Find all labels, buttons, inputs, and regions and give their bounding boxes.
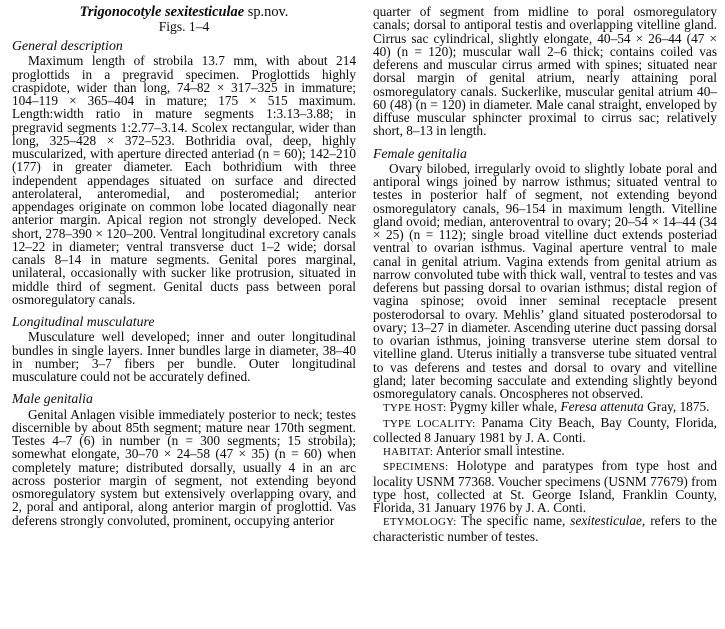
section-male-heading: Male genitalia [12, 391, 93, 407]
section-general-body: Maximum length of strobila 13.7 mm, with about 214 proglottids in a pregravid specimen. Proglottids highly craspidote, wider than long, 74–82 × 317–325 in immature; 104–119 × 365–404 in mature; 175 × 515 maximum. Length:width ratio in mature segments 1:3.13–3.88; in pregravid segments 1:2.77–3.14. Scolex rectangular, wider than long, 325–428 × 372–523. Bothridia oval, deep, highly muscularized, with aperture directed anteriad (n = 60); 142–210 (177) in greater diameter. Each bothridium with three independent appendages situated on surface and directed anterolateral, anteromedial, and posteromedial; anterior appendages originate on common lobe located diagonally near anterior margin. Apical region not strongly developed. Neck short, 278–390 × 120–200. Ventral longitudinal excretory canals 12–22 in diameter; ventral transverse duct 1–2 wide; dorsal canals 8–14 in mature segments. Genital pores marginal, unilateral, occasionally with sucker like protrusion, situated in middle third of segment. Genital ducts pass between poral osmoregulatory canals. [12, 53, 356, 307]
entry-type-host [373, 400, 717, 415]
entry-type-locality-text: Panama City Beach, Bay County, Florida, collected 8 January 1981 by J. A. Conti. [373, 414, 717, 445]
left-column [12, 5, 356, 543]
section-musculature-heading: Longitudinal musculature [12, 314, 155, 329]
entry-habitat-text: Anterior small intestine. [433, 443, 565, 458]
section-female-body: Ovary bilobed, irregularly ovoid to slightly lobate poral and antiporal wings joined by narrow isthmus; situated ventral to testes in posterior half of segment, not extending beyond osmoregulatory canals, 96–154 in maximum length. Vitelline gland ovoid; median, anteroventral to ovary; 20–54 × 14–44 (34 × 25) (n = 112); single broad vitelline duct extends posteriad ventral to ovarian isthmus. Vaginal aperture ventral to male canal in genital atrium. Vagina extends from genital atrium as narrow convoluted tube with thick wall, ventral to testes and vas deferens but passing dorsal to ovarian isthmus; distal region of vagina spinose; ovoid inner seminal receptacle present posterodorsal to ovary. Mehlis’ gland situated posterodorsal to ovary; 13–27 in diameter. Ascending uterine duct passing dorsal to ovarian isthmus, joining transverse uterine stem dorsal to vitelline gland. Uterus initially a transverse tube situated ventral to vas deferens and testes and dorsal to ovary and vitelline gland; later becoming sacculate and extending slightly beyond osmoregulatory canals. Oncospheres not observed. [373, 160, 717, 401]
entry-specimens-label: SPECIMENS: [383, 461, 449, 474]
entry-specimens-text: Holotype and paratypes from type host and locality USNM 77368. Voucher specimens (USNM 77679) from type host, collected at St. George Island, Franklin County, Florida, 31 January 1976 by J. A. Conti. [373, 458, 717, 515]
entry-type-host-species-italic: Feresa attenuta [560, 399, 644, 415]
entry-etymology-text-pre: The specific name, [456, 513, 571, 529]
entry-habitat-label: HABITAT: [383, 446, 434, 458]
entry-etymology-name-italic: sexitesticulae [570, 513, 642, 529]
section-general-heading: General description [12, 38, 123, 53]
entry-etymology-text-post: , refers to the characteristic number of testes. [373, 513, 717, 544]
entry-type-host-label: TYPE HOST: [383, 402, 447, 415]
entry-type-locality-label: TYPE LOCALITY: [383, 417, 476, 430]
right-column [373, 5, 717, 543]
entry-specimens [373, 459, 717, 514]
entry-habitat [373, 444, 717, 459]
title-species-name: Trigonocotyle sexitesticulae [79, 4, 245, 20]
entry-type-host-text-post: Gray, 1875. [643, 399, 710, 415]
page-title [12, 5, 356, 20]
title-suffix: sp.nov. [244, 4, 289, 20]
title-block [12, 5, 356, 34]
entry-type-host-text-pre: Pygmy killer whale, [446, 399, 561, 415]
section-male-body-left: Genital Anlagen visible immediately posterior to neck; testes discernible by about 85th segment; mature near 170th segment. Testes 4–7 (6) in number (n = 300 segments; 15 strobila); somewhat elongate, 30–70 × 24–58 (47 × 35) (n = 60) when completely mature; distributed dorsally, usually 4 in an arc across posterior margin of segment, not extending beyond osmoregulatory system but extensively overlapping ovary, and 2, poral and antiporal, along anterior margin of proglottid. Vas deferens strongly convoluted, prominent, occupying anterior [12, 406, 356, 528]
section-musculature-body: Musculature well developed; inner and outer longitudinal bundles in single layers. Inner bundles large in diameter, 38–40 in number; 3–7 fibers per bundle. Outer longitudinal musculature could not be accurately defined. [12, 329, 356, 384]
section-male-body-continuation: quarter of segment from midline to poral osmoregulatory canals; dorsal to antiporal testis and overlapping vitelline gland. Cirrus sac cylindrical, slightly elongate, 40–54 × 26–44 (47 × 40) (n = 120); muscular wall 2–6 thick; contains coiled vas deferens and muscular cirrus armed with spines; situated near dorsal margin of genital atrium, nearly attaining poral osmoregulatory canals. Suckerlike, muscular genital atrium 40–60 (48) (n = 120) in diameter. Male canal straight, enveloped by diffuse muscular sphincter proximal to cirrus sac; relatively short, 8–13 in length. [373, 4, 717, 139]
section-female-heading: Female genitalia [373, 145, 467, 161]
entry-type-locality [373, 416, 717, 445]
entry-etymology-label: ETYMOLOGY: [383, 516, 457, 529]
figs-caption: Figs. 1–4 [158, 19, 210, 34]
entry-etymology [373, 514, 717, 543]
